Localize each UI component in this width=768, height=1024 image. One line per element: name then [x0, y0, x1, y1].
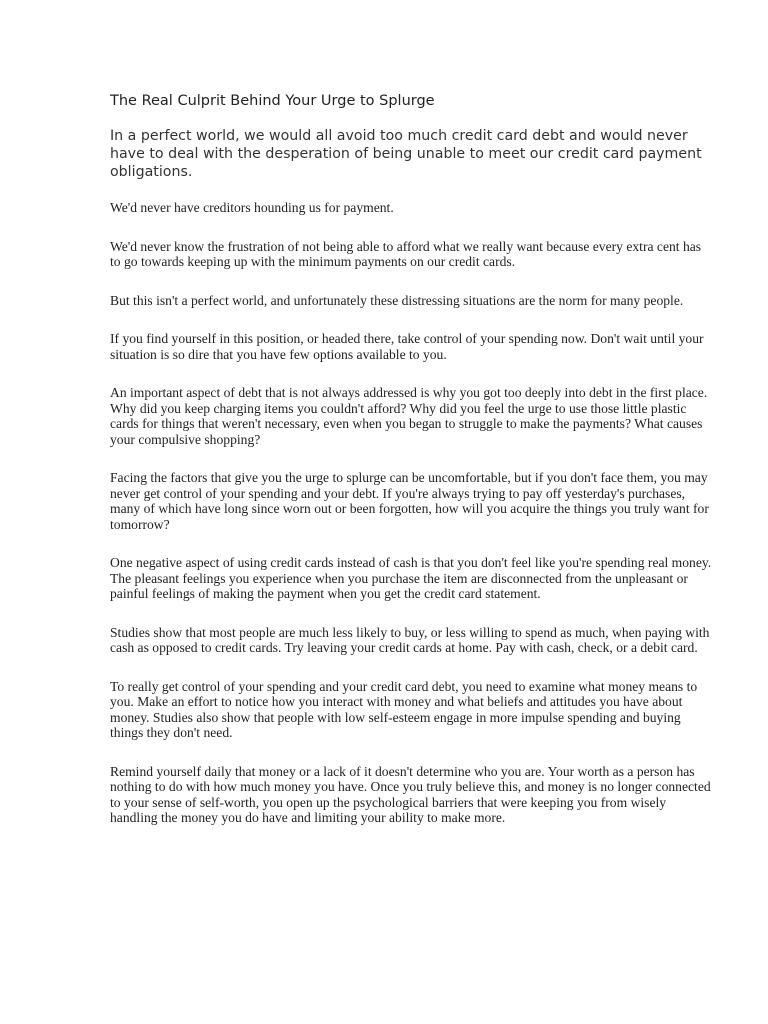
- body-paragraph: An important aspect of debt that is not always addressed is why you got too deeply into debt in the first place. Why did you keep charging items you couldn't afford? Why did you feel the urge to use those little plastic cards for things that weren't necessary, even when you began to struggle to make the payments? What causes your compulsive shopping?: [110, 385, 708, 447]
- body-paragraph: One negative aspect of using credit cards instead of cash is that you don't feel like you're spending real money. The pleasant feelings you experience when you purchase the item are disconnected from the unpleasant or painful feelings of making the payment when you get the credit card statement.: [110, 555, 712, 601]
- body-paragraph: Remind yourself daily that money or a lack of it doesn't determine who you are. Your worth as a person has nothing to do with how much money you have. Once you truly believe this, and money is no longer connected to your sense of self-worth, you open up the psychological barriers that were keeping you from wisely handling the money you do have and limiting your ability to make more.: [110, 763, 711, 825]
- body-paragraph: We'd never have creditors hounding us for payment.: [110, 200, 394, 215]
- lead-paragraph: In a perfect world, we would all avoid too much credit card debt and would never have to deal with the desperation of being unable to meet our credit card payment obligations.: [110, 128, 702, 180]
- document-title: The Real Culprit Behind Your Urge to Splurge: [110, 93, 435, 109]
- body-paragraph: Studies show that most people are much less likely to buy, or less willing to spend as much, when paying with cash as opposed to credit cards. Try leaving your credit cards at home. Pay with cash, check, or a debit card.: [110, 624, 710, 655]
- body-paragraph: But this isn't a perfect world, and unfortunately these distressing situations are the norm for many people.: [110, 292, 684, 308]
- document-page: [110, 92, 714, 849]
- body-paragraph: To really get control of your spending and your credit card debt, you need to examine what money means to you. Make an effort to notice how you interact with money and what beliefs and attitudes you have about money. Studies also show that people with low self-esteem engage in more impulse spending and buying things they don't need.: [110, 678, 698, 740]
- body-paragraph: If you find yourself in this position, or headed there, take control of your spending now. Don't wait until your situation is so dire that you have few options available to you.: [110, 331, 704, 362]
- body-paragraph: Facing the factors that give you the urge to splurge can be uncomfortable, but if you don't face them, you may never get control of your spending and your debt. If you're always trying to pay off yesterday's purchases, many of which have long since worn out or been forgotten, how will you acquire the things you truly want for tomorrow?: [110, 470, 709, 532]
- body-paragraph: We'd never know the frustration of not being able to afford what we really want because every extra cent has to go towards keeping up with the minimum payments on our credit cards.: [110, 238, 702, 269]
